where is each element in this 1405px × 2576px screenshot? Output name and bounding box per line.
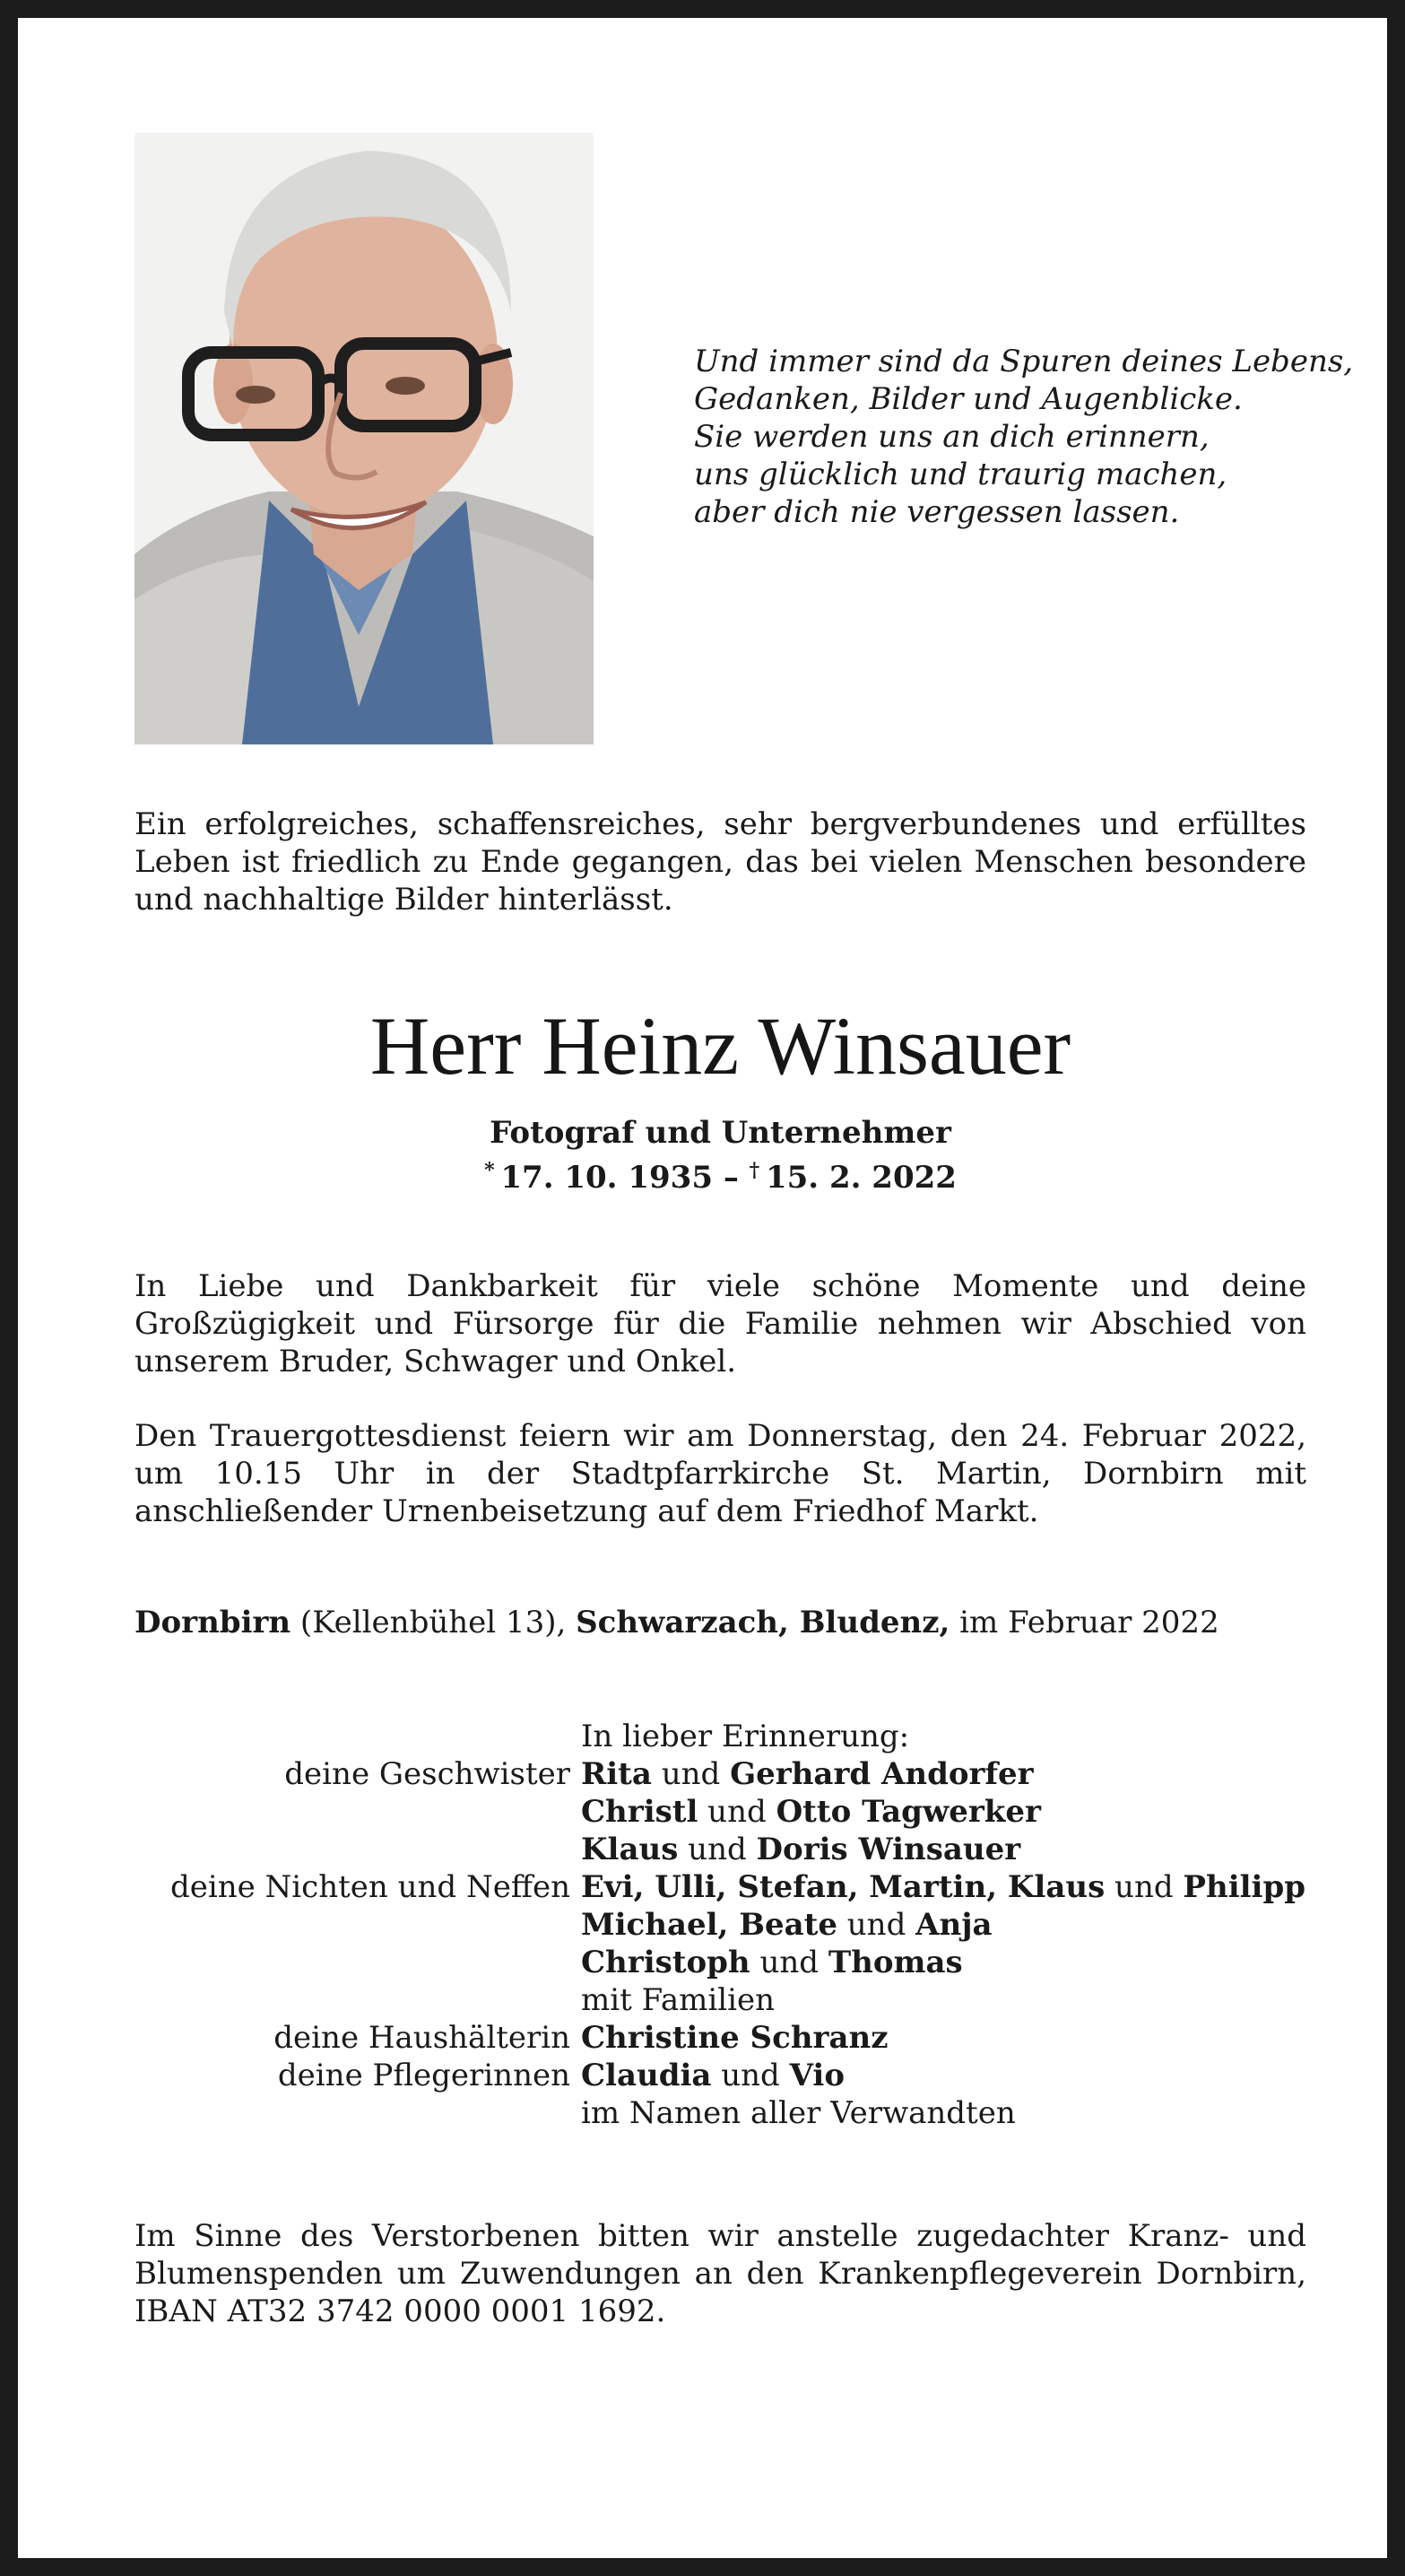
intro-text: Ein erfolgreiches, schaffensreiches, sehr bergverbundenes und erfülltes Leben ist friedlich zu Ende gegangen, das bei vielen Menschen besondere und nachhaltige Bilder hinterlässt. <box>134 806 1306 918</box>
poem-line: Sie werden uns an dich erinnern, <box>694 419 1210 455</box>
family-role: deine Geschwister <box>284 1756 570 1792</box>
place-date: im Februar 2022 <box>950 1605 1219 1640</box>
family-names <box>581 1793 1041 1831</box>
family-role: deine Haushälterin <box>273 2020 570 2056</box>
family-row <box>134 1906 1336 1944</box>
family-heading: In lieber Erinnerung: <box>581 1719 910 1754</box>
family-connector: und <box>711 2058 790 2093</box>
family-role <box>134 1981 581 2019</box>
birth-symbol: * <box>484 1159 495 1182</box>
family-connector: und <box>1105 1869 1184 1905</box>
family-connector: und <box>678 1832 757 1867</box>
place-date-line <box>134 1604 1306 1641</box>
family-names <box>581 1981 775 2019</box>
donation-note: Im Sinne des Verstorbenen bitten wir anstelle zugedachter Kranz- und Blumenspenden um Zuwendungen an den Krankenpflegeverein Dornbirn, IBAN AT32 3742 0000 0001 1692. <box>134 2218 1306 2329</box>
family-row <box>134 2094 1336 2132</box>
family-role: deine Nichten und Neffen <box>169 1869 570 1905</box>
family-member-name: Doris Winsauer <box>756 1832 1021 1867</box>
deceased-profession: Fotograf und Unternehmer <box>490 1115 951 1151</box>
family-names <box>581 1906 993 1944</box>
family-connector: im Namen aller Verwandten <box>581 2095 1016 2131</box>
family-role: deine Pflegerinnen <box>277 2058 570 2093</box>
poem <box>694 343 1354 531</box>
poem-line: aber dich nie vergessen lassen. <box>694 494 1180 530</box>
deceased-name: Herr Heinz Winsauer <box>369 1000 1071 1092</box>
service-paragraph: Den Trauergottesdienst feiern wir am Donnerstag, den 24. Februar 2022, um 10.15 Uhr in der Stadtpfarrkirche St. Martin, Dornbirn mit anschließender Urnenbeisetzung auf dem Friedhof Markt. <box>134 1418 1306 1529</box>
family-member-name: Vio <box>789 2058 846 2093</box>
family-row <box>134 2057 1336 2094</box>
life-dates <box>134 1152 1306 1197</box>
family-names <box>581 2094 1016 2132</box>
family-member-name: Klaus <box>581 1832 679 1867</box>
date-separator: – <box>723 1160 739 1196</box>
death-symbol: † <box>749 1159 760 1182</box>
place-cities: Schwarzach, Bludenz, <box>576 1605 950 1640</box>
family-connector: und <box>837 1907 916 1943</box>
family-member-name: Thomas <box>828 1945 963 1980</box>
family-role <box>134 1831 581 1868</box>
family-role <box>134 1944 581 1981</box>
family-member-name: Michael, Beate <box>581 1907 837 1943</box>
family-row <box>134 1981 1336 2019</box>
birth-date: 17. 10. 1935 <box>500 1160 713 1196</box>
family-member-name: Gerhard Andorfer <box>730 1756 1034 1792</box>
family-member-name: Christoph <box>581 1945 750 1980</box>
family-names <box>581 1944 963 1981</box>
portrait-photo <box>134 133 594 744</box>
family-connector: und <box>750 1945 828 1980</box>
family-row <box>134 2019 1336 2057</box>
family-member-name: Claudia <box>581 2058 712 2093</box>
poem-line: Gedanken, Bilder und Augenblicke. <box>694 381 1243 417</box>
family-member-name: Anja <box>915 1907 993 1943</box>
death-date: 15. 2. 2022 <box>765 1160 957 1196</box>
family-member-name: Philipp <box>1183 1869 1306 1905</box>
family-connector: mit Familien <box>581 1982 776 2018</box>
family-row <box>134 1868 1336 1906</box>
family-connector: und <box>651 1756 731 1792</box>
family-connector: und <box>698 1794 776 1830</box>
family-member-name: Evi, Ulli, Stefan, Martin, Klaus <box>581 1869 1106 1905</box>
family-row <box>134 1831 1336 1868</box>
poem-line: uns glücklich und traurig machen, <box>694 457 1227 492</box>
family-row <box>134 1944 1336 1981</box>
family-names <box>581 1831 1020 1868</box>
family-role <box>134 1793 581 1831</box>
family-row <box>134 1793 1336 1831</box>
family-role <box>134 2094 581 2132</box>
family-member-name: Rita <box>581 1756 652 1792</box>
family-role <box>134 1906 581 1944</box>
poem-line: Und immer sind da Spuren deines Lebens, <box>694 344 1354 379</box>
family-row <box>134 1755 1336 1793</box>
family-heading-row <box>134 1718 1336 1755</box>
family-list <box>134 1718 1336 2132</box>
place-address: (Kellenbühel 13), <box>291 1605 577 1640</box>
family-member-name: Otto Tagwerker <box>776 1794 1041 1830</box>
family-names <box>581 1755 1034 1793</box>
place-city: Dornbirn <box>134 1605 291 1640</box>
family-names <box>581 2019 889 2057</box>
family-names <box>581 2057 845 2094</box>
family-member-name: Christine Schranz <box>581 2020 889 2056</box>
family-member-name: Christl <box>581 1794 698 1830</box>
farewell-paragraph: In Liebe und Dankbarkeit für viele schöne Momente und deine Großzügigkeit und Fürsorge für die Familie nehmen wir Abschied von unserem Bruder, Schwager und Onkel. <box>134 1268 1306 1379</box>
family-names <box>581 1868 1305 1906</box>
